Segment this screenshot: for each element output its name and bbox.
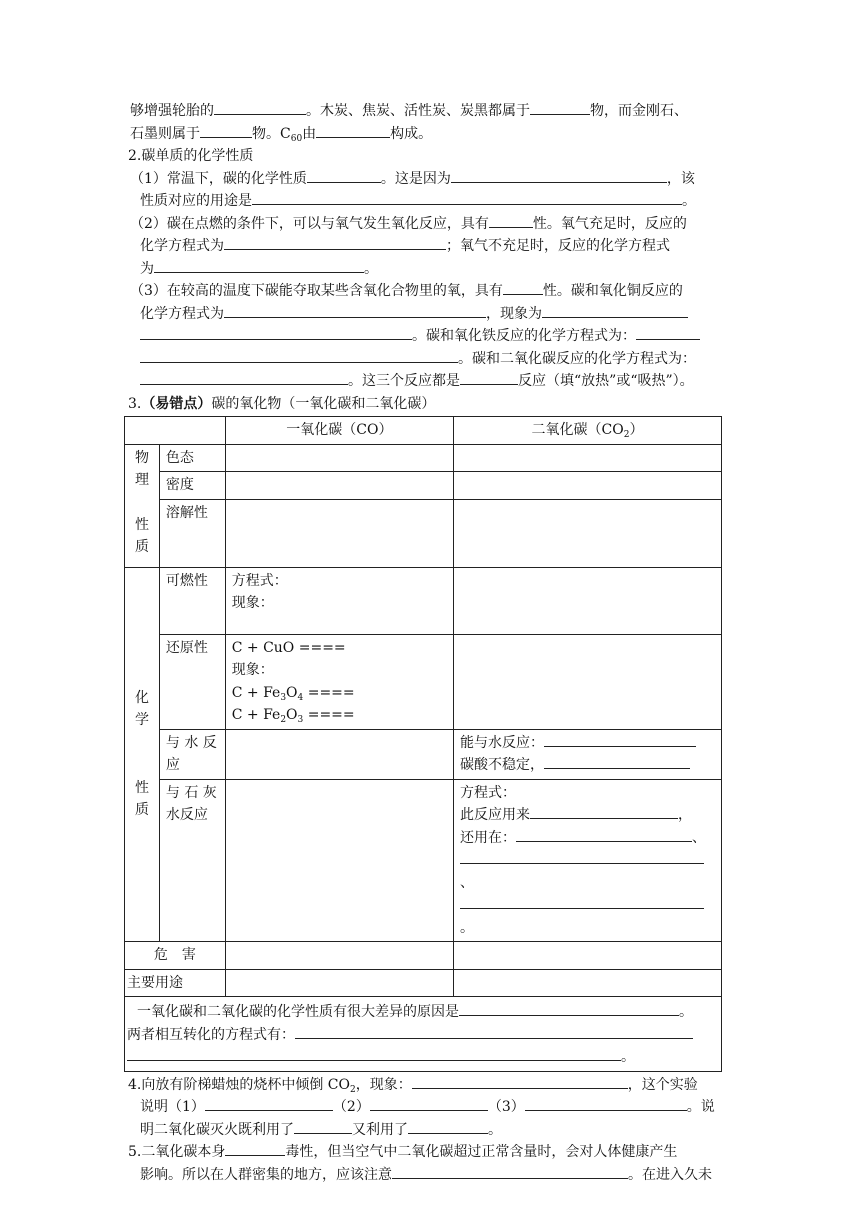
text: 。碳和氧化铁反应的化学方程式为：	[412, 328, 636, 344]
text: 构成。	[390, 125, 433, 142]
blank[interactable]	[224, 235, 446, 250]
table-row	[125, 472, 722, 500]
section-2-title: 2.碳单质的化学性质	[128, 148, 254, 164]
answer-cell[interactable]	[225, 499, 453, 567]
text: 够增强轮胎的	[130, 103, 214, 119]
s2-line	[130, 213, 740, 236]
text: 化学方程式为	[140, 305, 224, 322]
emphasis-label: （易错点）	[141, 395, 212, 412]
s2-line	[130, 348, 740, 371]
phys-props-label: 物 理 性 质	[125, 444, 160, 567]
footer-line: 两者相互转化的方程式有：	[125, 1024, 721, 1047]
text: 。木炭、焦炭、活性炭、炭黑都属于	[306, 103, 530, 119]
blank[interactable]	[140, 348, 458, 363]
text: 3.	[128, 395, 142, 412]
blank[interactable]	[200, 123, 252, 138]
answer-cell[interactable]	[454, 969, 722, 997]
blank[interactable]	[636, 325, 700, 340]
blank[interactable]	[316, 123, 390, 138]
intro-line-1	[130, 100, 740, 123]
answer-cell[interactable]	[225, 779, 453, 942]
table-row	[125, 779, 722, 942]
table-footer-box	[124, 997, 722, 1072]
blank[interactable]	[489, 213, 533, 228]
text: 性质对应的用途是	[140, 193, 252, 209]
row-label: 溶解性	[159, 499, 225, 567]
blank[interactable]	[154, 258, 364, 273]
text: 性。氧气充足时，反应的	[532, 215, 687, 232]
text: 化学方程式为	[140, 238, 224, 254]
answer-cell[interactable]	[454, 472, 722, 500]
blank[interactable]	[307, 168, 381, 183]
text: ，该	[666, 170, 695, 187]
answer-cell[interactable]: 方程式： 此反应用来 ， 还用在： 、 、 。	[454, 779, 722, 942]
s2-line	[130, 303, 740, 326]
blank[interactable]	[460, 370, 518, 385]
footer-line: 一氧化碳和二氧化碳的化学性质有很大差异的原因是 。	[125, 1001, 721, 1024]
blank[interactable]	[127, 1046, 621, 1061]
section-3-title	[128, 393, 740, 416]
text: 反应（填“放热”或“吸热”）。	[518, 373, 694, 389]
answer-cell[interactable]	[454, 942, 722, 970]
blank[interactable]	[451, 168, 667, 183]
blank[interactable]	[225, 1141, 285, 1156]
text: 由	[302, 125, 317, 142]
blank[interactable]	[252, 190, 682, 205]
answer-cell[interactable]	[454, 499, 722, 567]
answer-cell[interactable]	[225, 942, 453, 970]
text: （1）常温下，碳的化学性质	[130, 170, 307, 187]
s2-line	[130, 258, 740, 281]
blank[interactable]	[459, 1001, 679, 1016]
table-row	[125, 729, 722, 779]
text: 物，而金刚石、	[590, 103, 688, 119]
text: 。碳和二氧化碳反应的化学方程式为：	[458, 350, 696, 367]
s2-line	[130, 190, 740, 213]
blank[interactable]	[140, 370, 348, 385]
blank[interactable]	[295, 1024, 693, 1039]
subscript: 60	[290, 133, 303, 144]
blank[interactable]	[214, 100, 306, 115]
row-label: 与 石 灰 水反应	[159, 779, 225, 942]
text: 。这是因为	[380, 170, 451, 187]
s2-line	[130, 235, 740, 258]
s2-line	[130, 280, 740, 303]
table-row	[125, 567, 722, 634]
row-label: 还原性	[159, 634, 225, 729]
row-label: 与 水 反 应	[159, 729, 225, 779]
text: 。这三个反应都是	[348, 373, 460, 389]
table-row	[125, 634, 722, 729]
row-label: 危 害	[125, 942, 226, 970]
table-row	[125, 444, 722, 472]
answer-cell[interactable]	[225, 472, 453, 500]
blank[interactable]	[294, 1119, 352, 1134]
text: ；氧气不充足时，反应的化学方程式	[446, 238, 670, 254]
section-4-line: 明二氧化碳灭火既利用了 又利用了 。	[130, 1119, 740, 1142]
blank[interactable]	[530, 100, 590, 115]
text: （2）碳在点燃的条件下，可以与氧气发生氧化反应，具有	[130, 215, 489, 232]
text: 碳的氧化物（一氧化碳和二氧化碳）	[211, 395, 436, 412]
answer-cell[interactable]: 方程式： 现象：	[225, 567, 453, 634]
blank[interactable]	[503, 280, 543, 295]
row-label: 可燃性	[159, 567, 225, 634]
answer-cell[interactable]	[454, 567, 722, 634]
blank[interactable]	[205, 1096, 333, 1111]
text: 石墨则属于	[130, 125, 200, 142]
text: 性。碳和氧化铜反应的	[542, 283, 683, 299]
table-row	[125, 942, 722, 970]
answer-cell[interactable]	[225, 444, 453, 472]
chem-props-label: 化 学 性 质	[125, 567, 160, 942]
blank[interactable]	[392, 1164, 628, 1179]
worksheet-page	[127, 100, 740, 1186]
answer-cell[interactable]	[454, 634, 722, 729]
blank[interactable]	[525, 1096, 687, 1111]
s2-line	[130, 168, 740, 191]
blank[interactable]	[140, 325, 412, 340]
table-row	[125, 417, 722, 445]
blank[interactable]	[412, 1074, 628, 1089]
answer-cell[interactable]: 能与水反应： 碳酸不稳定，	[454, 729, 722, 779]
text: （3）在较高的温度下碳能夺取某些含氧化合物里的氧，具有	[130, 283, 503, 299]
blank[interactable]	[370, 1096, 488, 1111]
oxides-table	[124, 416, 722, 997]
answer-cell[interactable]	[454, 444, 722, 472]
text: 物。C	[252, 125, 291, 142]
section-4-line: 说明（1） （2） （3） 。说	[130, 1096, 740, 1119]
footer-line: 。	[125, 1046, 721, 1069]
answer-cell[interactable]	[225, 729, 453, 779]
row-label: 色态	[159, 444, 225, 472]
s2-line	[130, 325, 740, 348]
header-co2: 二氧化碳$(CO_2)$	[454, 417, 722, 445]
intro-line-2	[130, 123, 740, 146]
section-4-line: 4.向放有阶梯蜡烛的烧杯中倾倒 $CO_2$，现象： ，这个实验	[128, 1074, 740, 1097]
section-5-line: 5.二氧化碳本身 毒性，但当空气中二氧化碳超过正常含量时，会对人体健康产生	[128, 1141, 740, 1164]
row-label: 密度	[159, 472, 225, 500]
blank[interactable]	[408, 1119, 488, 1134]
text: 为	[140, 260, 154, 277]
answer-cell[interactable]: C + CuO ==== 现象： $C + Fe_3O_4$ ==== $C + Fe_2O_3$ ====	[225, 634, 453, 729]
s2-line	[130, 370, 740, 393]
section-5-line: 影响。所以在人群密集的地方，应该注意 。在进入久未	[130, 1164, 740, 1187]
row-label: 主要用途	[125, 969, 226, 997]
table-row	[125, 499, 722, 567]
text: 。	[682, 193, 696, 209]
answer-cell[interactable]	[225, 969, 453, 997]
text: ，现象为	[486, 305, 542, 322]
text: 。	[364, 260, 378, 277]
table-row	[125, 969, 722, 997]
header-co: 一氧化碳（CO）	[225, 417, 453, 445]
blank[interactable]	[542, 303, 688, 318]
blank[interactable]	[224, 303, 486, 318]
